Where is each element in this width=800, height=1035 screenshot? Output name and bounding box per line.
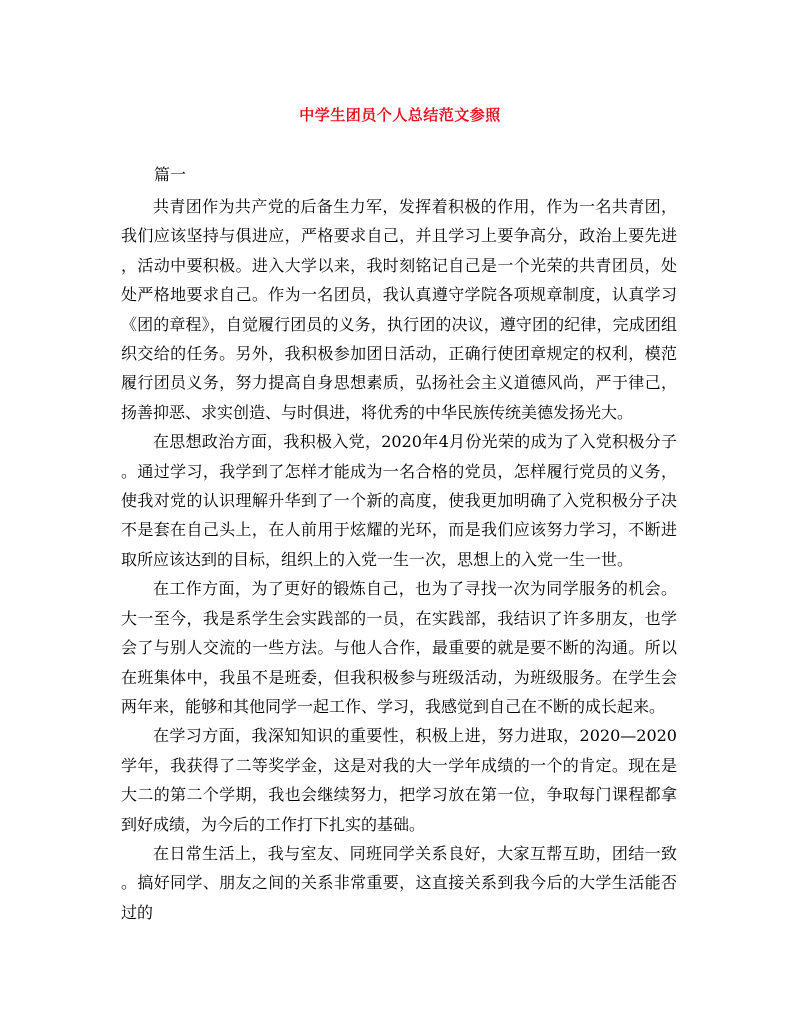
document-title: 中学生团员个人总结范文参照 xyxy=(299,106,501,124)
paragraph-3: 在工作方面，为了更好的锻炼自己，也为了寻找一次为同学服务的机会。大一至今，我是系学生会实践部的一员，在实践部，我结识了许多朋友，也学会了与别人交流的一些方法。与他人合作，最重要的就是要不断的沟通。所以在班集体中，我虽不是班委，但我积极参与班级活动，为班级服务。在学生会两年来，能够和其他同学一起工作、学习，我感觉到自己在不断的成长起来。 xyxy=(121,579,677,716)
section-label: 篇一 xyxy=(154,165,187,184)
paragraph-1: 共青团作为共产党的后备生力军，发挥着积极的作用，作为一名共青团，我们应该坚持与俱进应，严格要求自己，并且学习上要争高分，政治上要先进，活动中要积极。进入大学以来，我时刻铭记自己是一个光荣的共青团员，处处严格地要求自己。作为一名团员，我认真遵守学院各项规章制度，认真学习《团的章程》，自觉履行团员的义务，执行团的决议，遵守团的纪律，完成团组织交给的任务。另外，我积极参加团日活动，正确行使团章规定的权利，模范履行团员义务，努力提高自身思想素质，弘扬社会主义道德风尚，严于律己，扬善抑恶、求实创造、与时俱进，将优秀的中华民族传统美德发扬光大。 xyxy=(121,197,677,422)
paragraph-5: 在日常生活上，我与室友、同班同学关系良好，大家互帮互助，团结一致。搞好同学、朋友之间的关系非常重要，这直接关系到我今后的大学生活能否过的 xyxy=(121,843,677,922)
paragraph-2: 在思想政治方面，我积极入党，2020年4月份光荣的成为了入党积极分子。通过学习，我学到了怎样才能成为一名合格的党员，怎样履行党员的义务，使我对党的认识理解升华到了一个新的高度，使我更加明确了入党积极分子决不是套在自己头上，在人前用于炫耀的光环，而是我们应该努力学习，不断进取所应该达到的目标，组织上的入党一生一次，思想上的入党一生一世。 xyxy=(121,432,677,569)
paragraph-4: 在学习方面，我深知知识的重要性，积极上进，努力进取，2020—2020学年，我获得了二等奖学金，这是对我的大一学年成绩的一个的肯定。现在是大二的第二个学期，我也会继续努力，把学习放在第一位，争取每门课程都拿到好成绩，为今后的工作打下扎实的基础。 xyxy=(121,726,677,834)
document-body xyxy=(121,192,677,927)
